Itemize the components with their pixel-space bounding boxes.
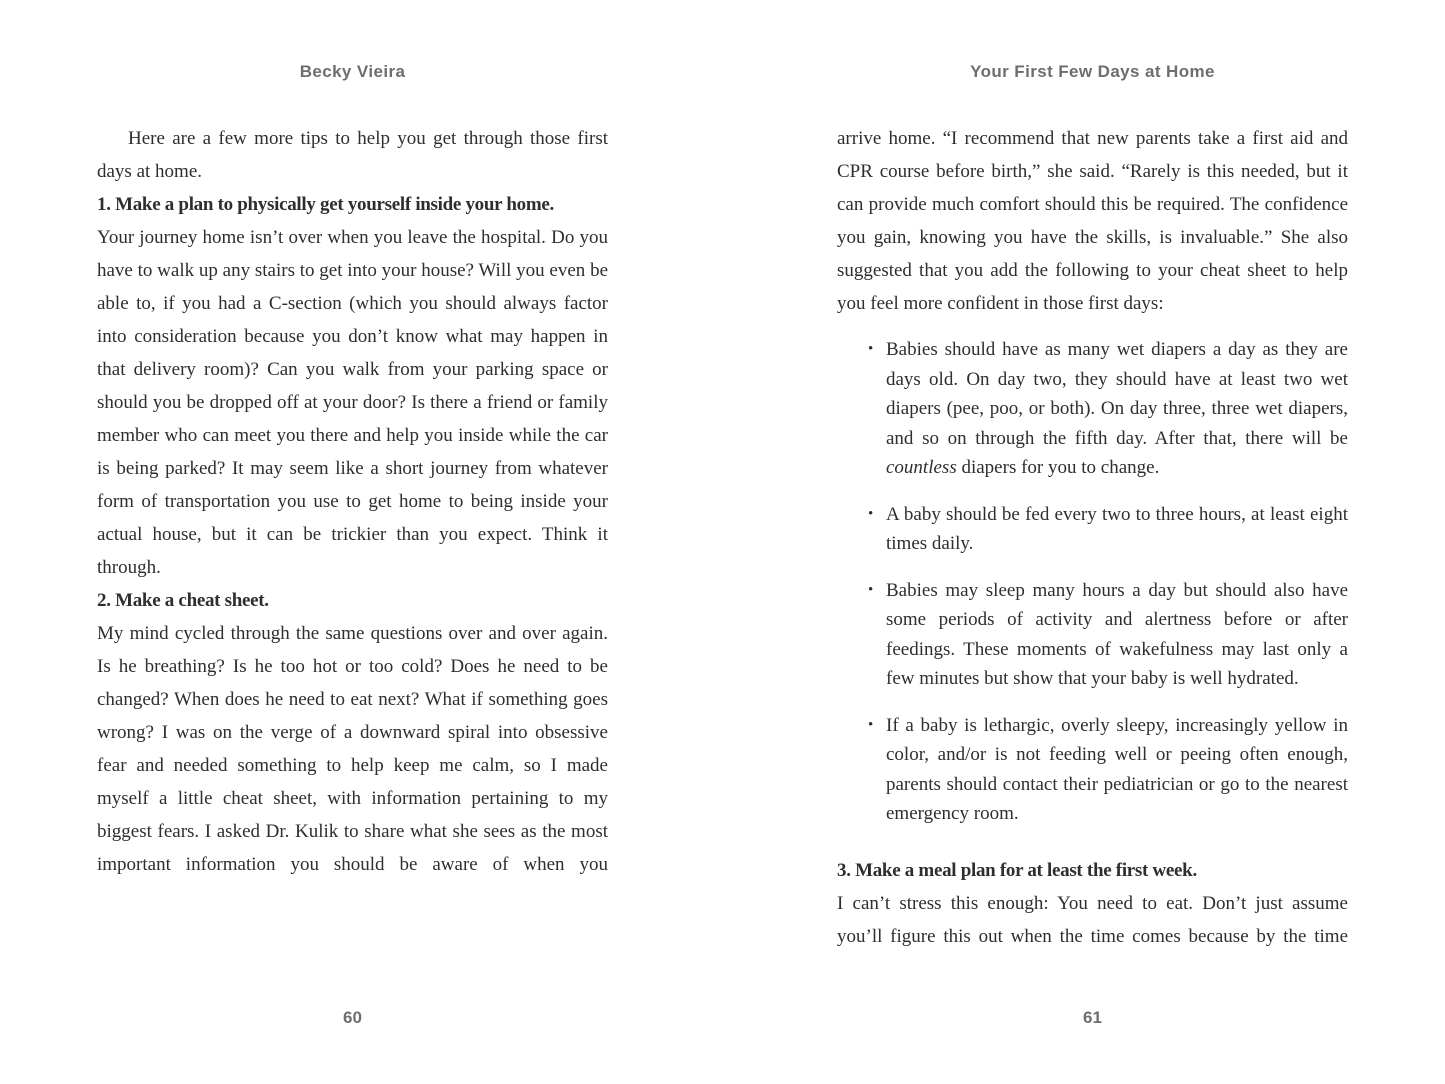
right-page-content bbox=[837, 122, 1348, 953]
bullet-text bbox=[886, 339, 1348, 478]
page-number-right: 61 bbox=[1083, 1008, 1102, 1027]
bullet-icon: • bbox=[868, 341, 874, 357]
bullet-text-pre: Babies should have as many wet diapers a day as they are days old. On day two, they should have at least two wet diapers (pee, poo, or both). On day three, three wet diapers, and so on through the fifth day. After that, there will be bbox=[886, 339, 1348, 449]
list-item bbox=[837, 500, 1348, 559]
section-3-paragraph: I can’t stress this enough: You need to eat. Don’t just assume you’ll figure this out when the time comes because by the time bbox=[837, 892, 1348, 947]
intro-paragraph: Here are a few more tips to help you get through those first days at home. bbox=[97, 128, 608, 182]
running-header-author: Becky Vieira bbox=[299, 62, 406, 81]
bullet-text: If a baby is lethargic, overly sleepy, increasingly yellow in color, and/or is not feeding well or peeing often enough, parents should contact their pediatrician or go to the nearest emergency room. bbox=[886, 714, 1348, 824]
left-page-content bbox=[97, 122, 608, 881]
cheat-sheet-bullet-list bbox=[837, 335, 1348, 829]
bullet-icon: • bbox=[868, 505, 874, 522]
bullet-text: Babies may sleep many hours a day but should also have some periods of activity and alertness before or after feedings. These moments of wakefulness may last only a few minutes but show that your baby is well hydrated. bbox=[886, 579, 1348, 689]
section-heading-3: 3. Make a meal plan for at least the first week. bbox=[837, 859, 1197, 881]
list-item bbox=[837, 711, 1348, 829]
bullet-icon: • bbox=[868, 716, 874, 733]
right-page bbox=[837, 0, 1348, 1084]
italic-word: countless bbox=[886, 457, 957, 478]
list-item bbox=[837, 576, 1348, 694]
list-item bbox=[837, 335, 1348, 483]
section-heading-2: 2. Make a cheat sheet. bbox=[97, 590, 269, 611]
bullet-text: A baby should be fed every two to three hours, at least eight times daily. bbox=[886, 503, 1348, 554]
bullet-text-post: diapers for you to change. bbox=[956, 457, 1160, 478]
left-page bbox=[97, 0, 608, 1084]
page-number-left: 60 bbox=[343, 1008, 362, 1027]
section-1-paragraph: Your journey home isn’t over when you leave the hospital. Do you have to walk up any stairs to get into your house? Will you even be able to, if you had a C-section (which you should always factor into consideration because you don’t know what may happen in that delivery room)? Can you walk from your parking space or should you be dropped off at your door? Is there a friend or family member who can meet you there and help you inside while the car is being parked? It may seem like a short journey from whatever form of transportation you use to get home to being inside your actual house, but it can be trickier than you expect. Think it through. bbox=[97, 227, 608, 578]
bullet-icon: • bbox=[868, 581, 874, 598]
running-header-title: Your First Few Days at Home bbox=[970, 62, 1215, 81]
section-2-paragraph: My mind cycled through the same questions over and over again. Is he breathing? Is he too hot or too cold? Does he need to be changed? When does he need to eat next? What if something goes wrong? I was on the verge of a downward spiral into obsessive fear and needed something to help keep me calm, so I made myself a little cheat sheet, with information pertaining to my biggest fears. I asked Dr. Kulik to share what she sees as the most important information you should be aware of when you bbox=[97, 623, 608, 875]
continuation-paragraph: arrive home. “I recommend that new parents take a first aid and CPR course before birth,” she said. “Rarely is this needed, but it can provide much comfort should this be required. The confidence you gain, knowing you have the skills, is invaluable.” She also suggested that you add the following to your cheat sheet to help you feel more confident in those first days: bbox=[837, 128, 1348, 314]
section-heading-1: 1. Make a plan to physically get yourself inside your home. bbox=[97, 194, 554, 215]
